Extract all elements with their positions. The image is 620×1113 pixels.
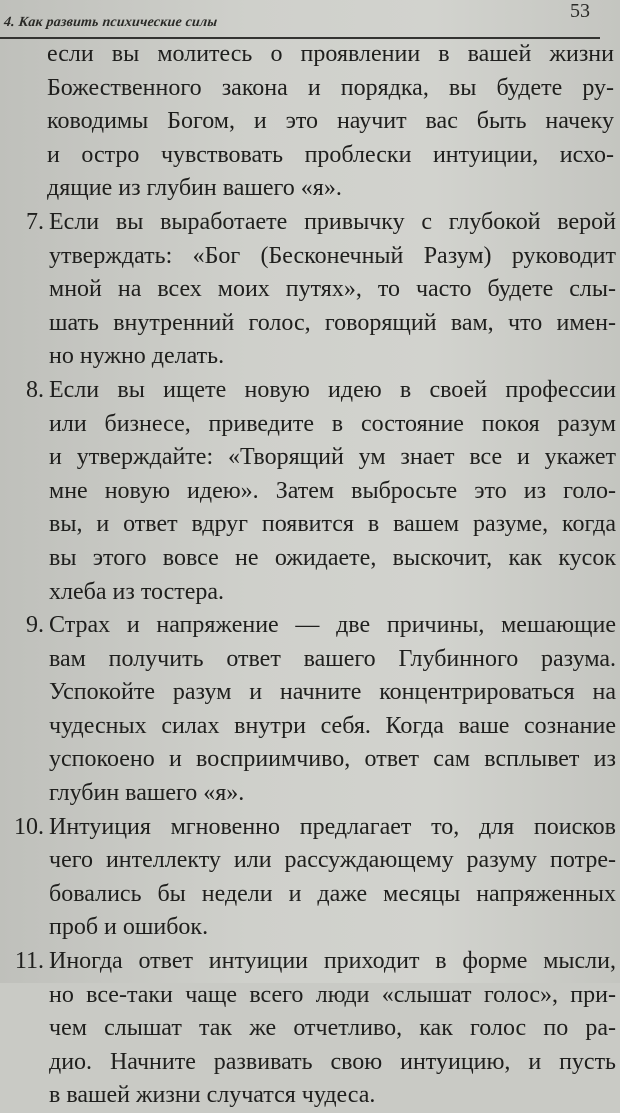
item-number: 8. bbox=[26, 376, 44, 403]
continued-paragraph bbox=[0, 38, 620, 206]
text-line: Иногда ответ интуиции приходит в форме мысли, bbox=[49, 948, 616, 975]
text-line: Божественного закона и порядка, вы будете ру- bbox=[47, 74, 614, 101]
text-line: или бизнесе, приведите в состояние покоя разум bbox=[49, 410, 616, 437]
text-line: дио. Начните развивать свою интуицию, и пусть bbox=[49, 1048, 616, 1075]
text-line: и остро чувствовать проблески интуиции, исхо- bbox=[47, 141, 614, 168]
text-line: дящие из глубин вашего «я». bbox=[47, 175, 342, 202]
list-item-9 bbox=[0, 609, 620, 811]
text-line: вам получить ответ вашего Глубинного разума. bbox=[49, 645, 616, 672]
text-line: чем слышат так же отчетливо, как голос по ра- bbox=[49, 1015, 616, 1042]
text-line: ководимы Богом, и это научит вас быть начеку bbox=[47, 108, 614, 135]
text-line: Если вы ищете новую идею в своей профессии bbox=[49, 376, 616, 403]
page-number: 53 bbox=[570, 0, 590, 22]
item-number: 11. bbox=[14, 948, 44, 975]
text-line: вы, и ответ вдруг появится в вашем разуме, когда bbox=[49, 511, 616, 538]
text-line: но все-таки чаще всего люди «слышат голос», при- bbox=[49, 981, 616, 1008]
list-item-8 bbox=[0, 374, 620, 609]
text-line: Страх и напряжение — две причины, мешающие bbox=[49, 612, 616, 639]
text-line: чего интеллекту или рассуждающему разуму потре- bbox=[49, 847, 616, 874]
list-item-10 bbox=[0, 811, 620, 945]
item-number: 10. bbox=[14, 813, 44, 840]
running-head bbox=[0, 0, 620, 40]
text-line: Если вы выработаете привычку с глубокой верой bbox=[49, 208, 616, 235]
text-line: вы этого вовсе не ожидаете, выскочит, как кусок bbox=[49, 544, 616, 571]
text-line: чудесных силах внутри себя. Когда ваше сознание bbox=[49, 712, 616, 739]
list-item-7 bbox=[0, 206, 620, 374]
text-line: если вы молитесь о проявлении в вашей жизни bbox=[47, 41, 614, 67]
text-line: глубин вашего «я». bbox=[49, 780, 245, 807]
text-line: шать внутренний голос, говорящий вам, что имен- bbox=[49, 309, 616, 336]
text-line: и утверждайте: «Творящий ум знает все и укажет bbox=[49, 444, 616, 471]
text-line: успокоено и восприимчиво, ответ сам всплывет из bbox=[49, 746, 616, 773]
list-item-11 bbox=[0, 945, 620, 1113]
text-line: но нужно делать. bbox=[49, 343, 225, 370]
item-number: 9. bbox=[26, 612, 44, 639]
running-head-title: 4. Как развить психические силы bbox=[3, 15, 219, 30]
text-line: Интуиция мгновенно предлагает то, для поисков bbox=[49, 813, 616, 840]
text-line: хлеба из тостера. bbox=[49, 578, 225, 605]
text-line: Успокойте разум и начните концентрироваться на bbox=[49, 679, 616, 706]
text-line: в вашей жизни случатся чудеса. bbox=[49, 1082, 376, 1109]
item-number: 7. bbox=[26, 208, 44, 235]
text-line: бовались бы недели и даже месяцы напряженных bbox=[49, 880, 616, 907]
text-line: проб и ошибок. bbox=[49, 914, 209, 941]
text-line: мной на всех моих путях», то часто будете слы- bbox=[49, 276, 616, 303]
text-line: мне новую идею». Затем выбросьте это из голо- bbox=[49, 477, 616, 504]
page-body bbox=[0, 38, 620, 1113]
text-line: утверждать: «Бог (Бесконечный Разум) руководит bbox=[49, 242, 616, 269]
